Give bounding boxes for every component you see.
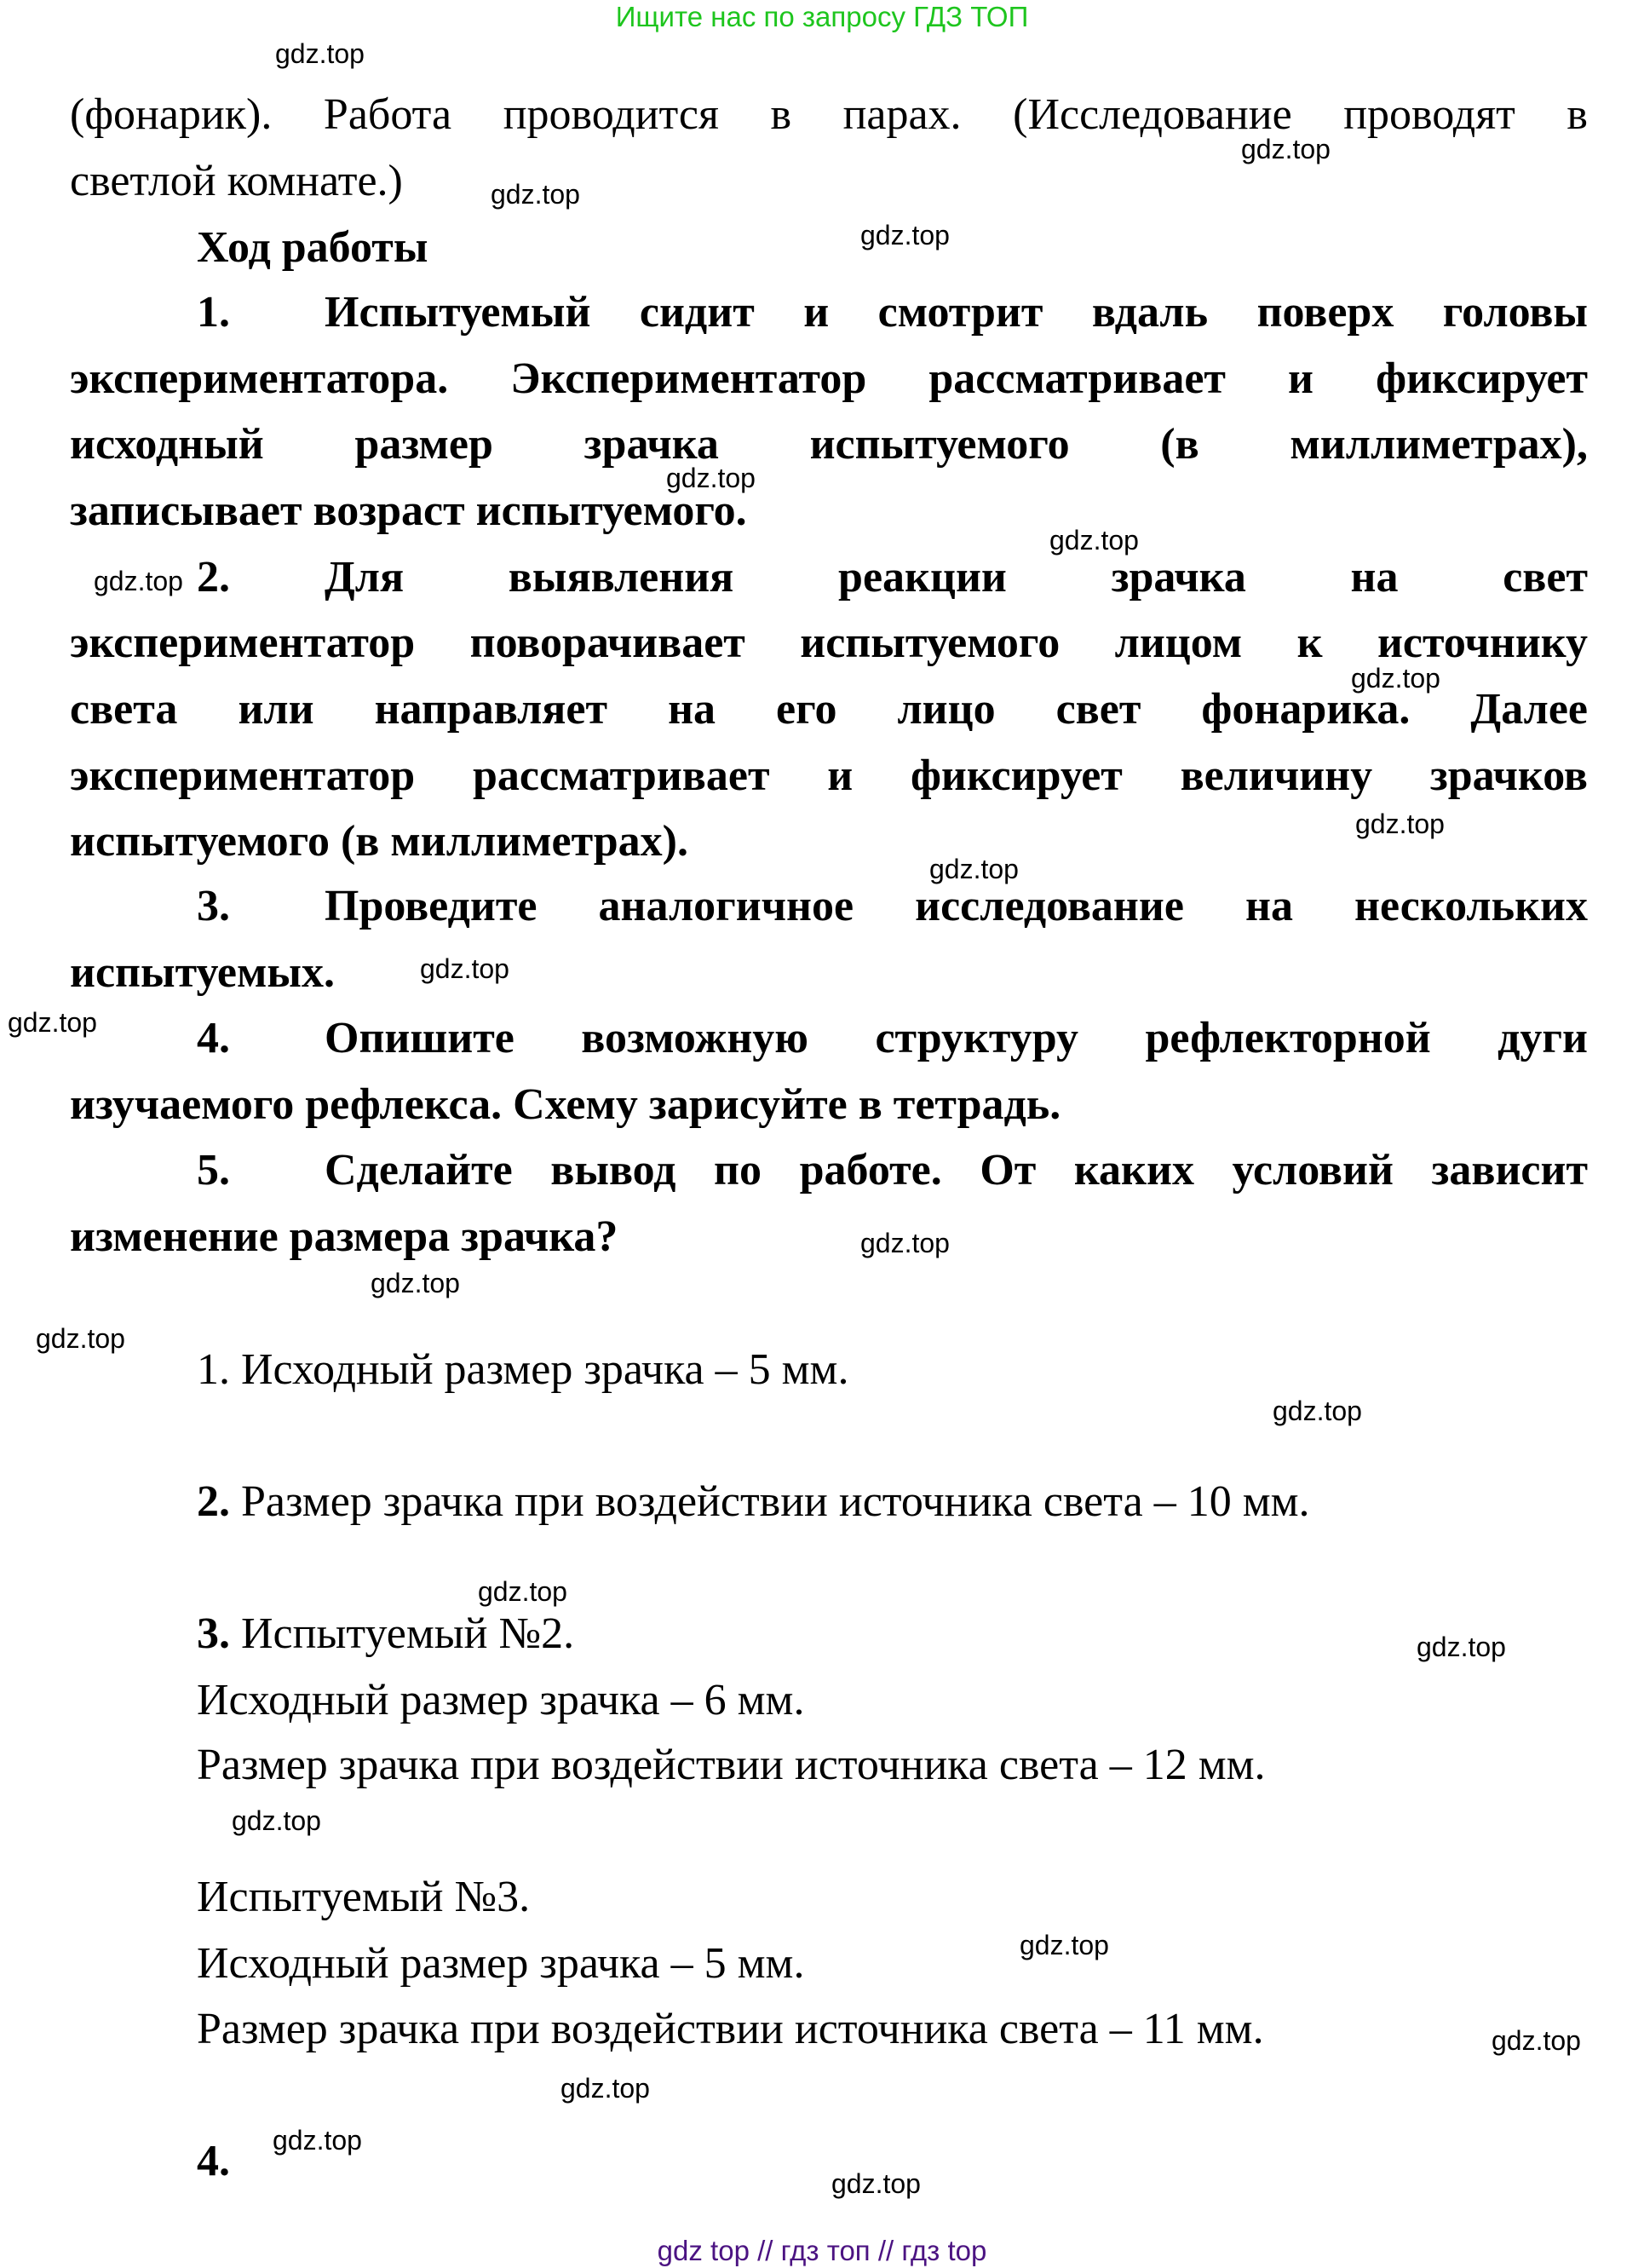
step-3-line: Проведите аналогичное исследование на нескольких bbox=[325, 882, 1588, 930]
watermark: gdz.top bbox=[232, 1805, 321, 1836]
answer-1: 1. Исходный размер зрачка – 5 мм. bbox=[197, 1345, 849, 1394]
watermark: gdz.top bbox=[1351, 663, 1440, 694]
step-5-line: изменение размера зрачка? bbox=[70, 1212, 618, 1261]
watermark: gdz.top bbox=[1241, 134, 1331, 164]
watermark: gdz.top bbox=[1492, 2025, 1581, 2056]
step-5-number: 5. bbox=[197, 1146, 230, 1194]
answer-3 bbox=[197, 1609, 574, 1660]
intro-line-1: (фонарик). Работа проводится в парах. (Исследование проводят в bbox=[70, 90, 1588, 139]
answer-3-line: Размер зрачка при воздействии источника света – 11 мм. bbox=[197, 2005, 1264, 2053]
answer-3-line: Размер зрачка при воздействии источника света – 12 мм. bbox=[197, 1741, 1266, 1789]
step-1-line: Испытуемый сидит и смотрит вдаль поверх головы bbox=[325, 288, 1588, 337]
watermark: gdz.top bbox=[491, 179, 580, 210]
answer-2-number: 2. bbox=[197, 1477, 230, 1526]
step-3-number: 3. bbox=[197, 882, 230, 930]
watermark: gdz.top bbox=[860, 1228, 950, 1258]
watermark: gdz.top bbox=[831, 2168, 921, 2199]
step-2-line: испытуемого (в миллиметрах). bbox=[70, 817, 688, 866]
step-2-number: 2. bbox=[197, 553, 230, 602]
watermark: gdz.top bbox=[371, 1268, 460, 1298]
watermark: gdz.top bbox=[94, 566, 183, 596]
step-4-number: 4. bbox=[197, 1014, 230, 1062]
step-4-line: Опишите возможную структуру рефлекторной дуги bbox=[325, 1014, 1588, 1062]
watermark: gdz.top bbox=[1049, 525, 1139, 555]
watermark: gdz.top bbox=[420, 953, 509, 984]
watermark: gdz.top bbox=[1273, 1396, 1362, 1426]
step-2-line: экспериментатор поворачивает испытуемого лицом к источнику bbox=[70, 619, 1588, 667]
watermark: gdz.top bbox=[860, 220, 950, 250]
answer-3-number: 3. bbox=[197, 1609, 230, 1658]
step-1-line: записывает возраст испытуемого. bbox=[70, 486, 747, 535]
footer-banner: gdz top // гдз топ // гдз top bbox=[657, 2235, 987, 2266]
watermark: gdz.top bbox=[478, 1576, 567, 1607]
section-title: Ход работы bbox=[197, 223, 428, 272]
watermark: gdz.top bbox=[1020, 1930, 1109, 1960]
step-2-line: экспериментатор рассматривает и фиксирует величину зрачков bbox=[70, 751, 1588, 800]
watermark: gdz.top bbox=[36, 1323, 125, 1354]
intro-line-2: светлой комнате.) bbox=[70, 157, 403, 205]
answer-3-text: Испытуемый №2. bbox=[230, 1609, 575, 1658]
watermark: gdz.top bbox=[666, 463, 756, 493]
watermark: gdz.top bbox=[273, 2125, 362, 2156]
step-1-line: экспериментатора. Экспериментатор рассматривает и фиксирует bbox=[70, 354, 1588, 403]
step-1-number: 1. bbox=[197, 288, 230, 337]
answer-4-number: 4. bbox=[197, 2137, 230, 2185]
watermark: gdz.top bbox=[929, 854, 1019, 884]
step-4-line: изучаемого рефлекса. Схему зарисуйте в тетрадь. bbox=[70, 1080, 1061, 1129]
answer-3-line: Исходный размер зрачка – 5 мм. bbox=[197, 1939, 805, 1988]
step-2-line: света или направляет на его лицо свет фонарика. Далее bbox=[70, 685, 1588, 734]
step-2-line: Для выявления реакции зрачка на свет bbox=[325, 553, 1588, 602]
watermark: gdz.top bbox=[560, 2073, 650, 2104]
step-3-line: испытуемых. bbox=[70, 948, 335, 997]
step-5-line: Сделайте вывод по работе. От каких условий зависит bbox=[325, 1146, 1588, 1194]
answer-2-text: Размер зрачка при воздействии источника света – 10 мм. bbox=[230, 1477, 1310, 1526]
header-banner: Ищите нас по запросу ГДЗ ТОП bbox=[615, 1, 1029, 32]
watermark: gdz.top bbox=[1417, 1632, 1506, 1662]
step-1-line: исходный размер зрачка испытуемого (в миллиметрах), bbox=[70, 420, 1588, 469]
answer-2 bbox=[197, 1477, 1310, 1528]
watermark: gdz.top bbox=[8, 1007, 97, 1038]
answer-3-line: Испытуемый №3. bbox=[197, 1873, 531, 1921]
watermark: gdz.top bbox=[275, 38, 365, 69]
answer-3-line: Исходный размер зрачка – 6 мм. bbox=[197, 1676, 805, 1724]
watermark: gdz.top bbox=[1355, 809, 1445, 839]
